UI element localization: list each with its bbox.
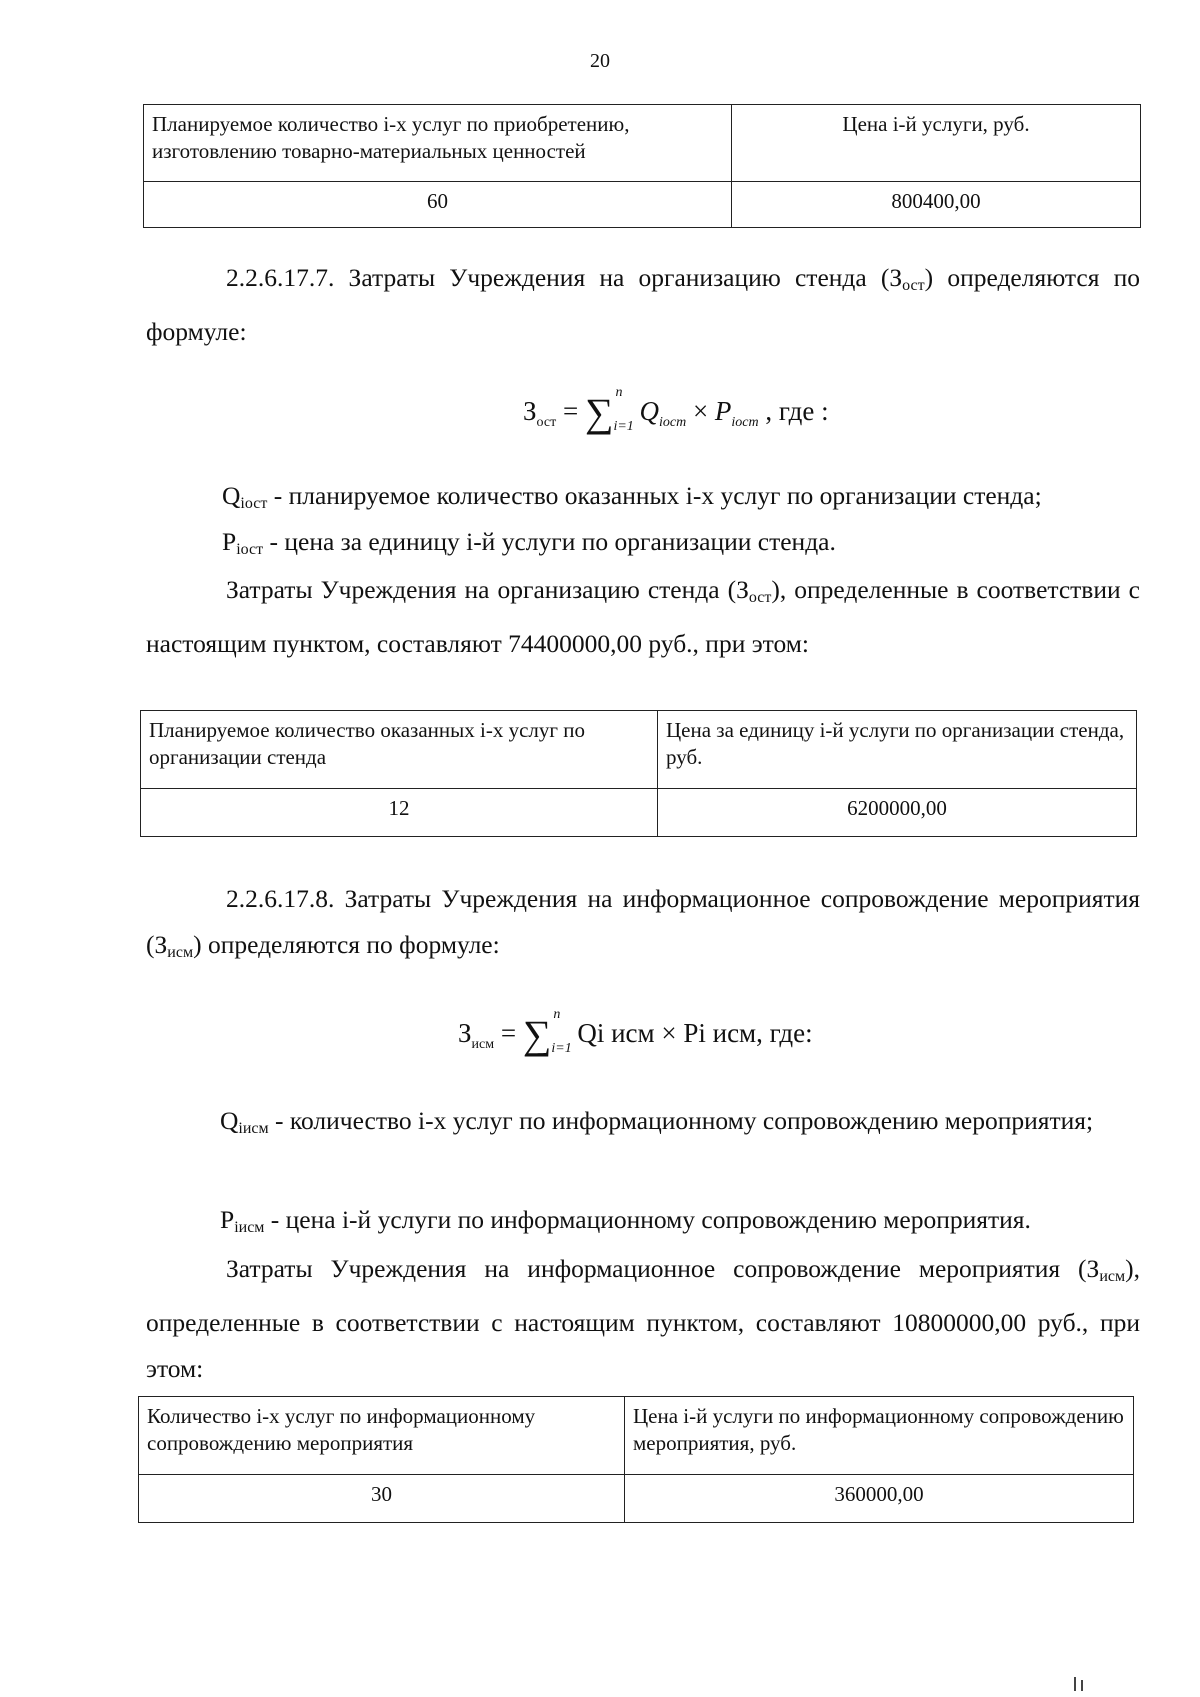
paragraph-stand-costs-intro: 2.2.6.17.7. Затраты Учреждения на организацию стенда $(З_{ост})$ определяются по формуле: xyxy=(146,263,1140,346)
table-cell: 12 xyxy=(141,789,658,837)
table-cell: 30 xyxy=(139,1475,625,1523)
formula-stand-costs: $З_{ост}$ = ∑ n i=1 $Q_{iост} \times P_{iост}$ , где : xyxy=(523,384,829,435)
paragraph-stand-costs-total: Затраты Учреждения на организацию стенда $(З_{ост})$, определенные в соответствии с настоящим пунктом, составляют 74400000,00 руб., при этом: xyxy=(146,575,1140,658)
paragraph-info-support-total: Затраты Учреждения на информационное сопровождение мероприятия $(З_{исм})$, определенные в соответствии с настоящим пунктом, составляют 10800000,00 руб., при этом: xyxy=(146,1254,1140,1383)
table-cell: 6200000,00 xyxy=(658,789,1137,837)
formula-info-support-costs: $З_{исм}$ = ∑ n i=1 Qi исм × Pi исм, где: xyxy=(458,1006,813,1057)
definition-q-stand: $Q_{iост}$ - планируемое количество оказанных i-х услуг по организации стенда; xyxy=(222,481,1042,512)
table-header-cell: Планируемое количество оказанных i-х услуг по организации стенда xyxy=(141,711,658,789)
sum-symbol: ∑ xyxy=(584,390,614,435)
scan-mark xyxy=(1074,1677,1076,1691)
definition-p-info-support: $P_{iисм}$ - цена i-й услуги по информационному сопровождению мероприятия. xyxy=(220,1205,1031,1236)
table-cell: 800400,00 xyxy=(732,182,1141,228)
definition-p-stand: $P_{iост}$ - цена за единицу i-й услуги по организации стенда. xyxy=(222,527,836,558)
table-cell: 60 xyxy=(144,182,732,228)
scan-mark xyxy=(1081,1680,1083,1691)
table-header-cell: Планируемое количество i-х услуг по приобретению, изготовлению товарно-материальных ценностей xyxy=(144,105,732,182)
table-header-cell: Цена за единицу i-й услуги по организации стенда, руб. xyxy=(658,711,1137,789)
definition-q-info-support: $Q_{iисм}$ - количество i-х услуг по информационному сопровождению мероприятия; xyxy=(220,1106,1094,1137)
table-goods-purchase xyxy=(143,104,1141,228)
page-number: 20 xyxy=(590,50,610,72)
table-header-cell: Цена i-й услуги, руб. xyxy=(732,105,1141,182)
table-stand-services xyxy=(140,710,1137,837)
table-cell: 360000,00 xyxy=(625,1475,1134,1523)
sum-symbol: ∑ xyxy=(522,1012,552,1057)
table-header-cell: Цена i-й услуги по информационному сопровождению мероприятия, руб. xyxy=(625,1397,1134,1475)
table-info-support-services xyxy=(138,1396,1134,1523)
table-header-cell: Количество i-х услуг по информационному сопровождению мероприятия xyxy=(139,1397,625,1475)
paragraph-info-support-intro: 2.2.6.17.8. Затраты Учреждения на информационное сопровождение мероприятия $(З_{исм})$ определяются по формуле: xyxy=(146,884,1140,961)
